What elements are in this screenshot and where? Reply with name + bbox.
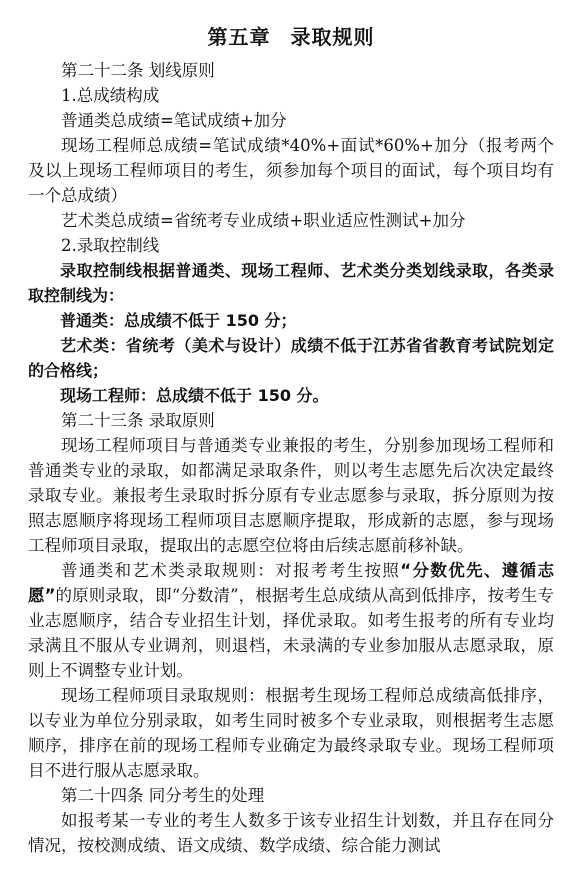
control-line-art: 艺术类：省统考（美术与设计）成绩不低于江苏省省教育考试院划定的合格线； xyxy=(28,336,554,380)
item-2-title: 2.录取控制线 xyxy=(61,236,160,255)
art-formula: 艺术类总成绩=省统考专业成绩+职业适应性测试+加分 xyxy=(61,211,466,230)
chapter-number: 第五章 xyxy=(207,25,271,49)
chapter-title xyxy=(28,22,554,52)
article-24-para-1: 如报考某一专业的考生人数多于该专业招生计划数，并且存在同分情况，按校测成绩、语文成绩、数学成绩、综合能力测试 xyxy=(28,811,554,855)
para-2-rest: 的原则录取，即“分数清”，根据考生总成绩从高到低排序，按考生专业志愿顺序，结合专业招生计划，择优录取。如考生报考的所有专业均录满且不服从专业调剂，则退档，未录满的专业参加服从志愿录取，原则上不调整专业计划。 xyxy=(28,586,554,680)
article-23-heading: 第二十三条 录取原则 xyxy=(61,411,215,430)
chapter-name: 录取规则 xyxy=(290,25,375,49)
para-2-lead: 普通类和艺术类录取规则：对报考考生按照 xyxy=(61,561,401,580)
article-23-para-3: 现场工程师项目录取规则：根据考生现场工程师总成绩高低排序，以专业为单位分别录取，如考生同时被多个专业录取，则根据考生志愿顺序，排序在前的现场工程师专业确定为最终录取专业。现场工程师项目不进行服从志愿录取。 xyxy=(28,686,554,780)
article-23-para-1: 现场工程师项目与普通类专业兼报的考生，分别参加现场工程师和普通类专业的录取，如都满足录取条件，则以考生志愿先后次决定最终录取专业。兼报考生录取时拆分原有专业志愿参与录取，拆分原则为按照志愿顺序将现场工程师项目志愿顺序提取，形成新的志愿，参与现场工程师项目录取，提取出的志愿空位将由后续志愿前移补缺。 xyxy=(28,436,554,555)
item-1-title: 1.总成绩构成 xyxy=(61,86,160,105)
article-22-heading: 第二十二条 划线原则 xyxy=(61,61,215,80)
control-line-engineer: 现场工程师：总成绩不低于 150 分。 xyxy=(60,386,329,405)
para-2-emphasis: “分数优先、遵循志愿” xyxy=(28,561,554,605)
general-formula: 普通类总成绩=笔试成绩+加分 xyxy=(61,111,287,130)
article-23-para-2 xyxy=(28,558,554,683)
article-24-heading: 第二十四条 同分考生的处理 xyxy=(61,786,265,805)
control-line-intro: 录取控制线根据普通类、现场工程师、艺术类分类划线录取，各类录取控制线为： xyxy=(28,261,554,305)
control-line-general: 普通类：总成绩不低于 150 分； xyxy=(60,311,297,330)
engineer-formula: 现场工程师总成绩=笔试成绩*40%+面试*60%+加分（报考两个及以上现场工程师项目的考生，须参加每个项目的面试，每个项目均有一个总成绩） xyxy=(28,136,554,205)
